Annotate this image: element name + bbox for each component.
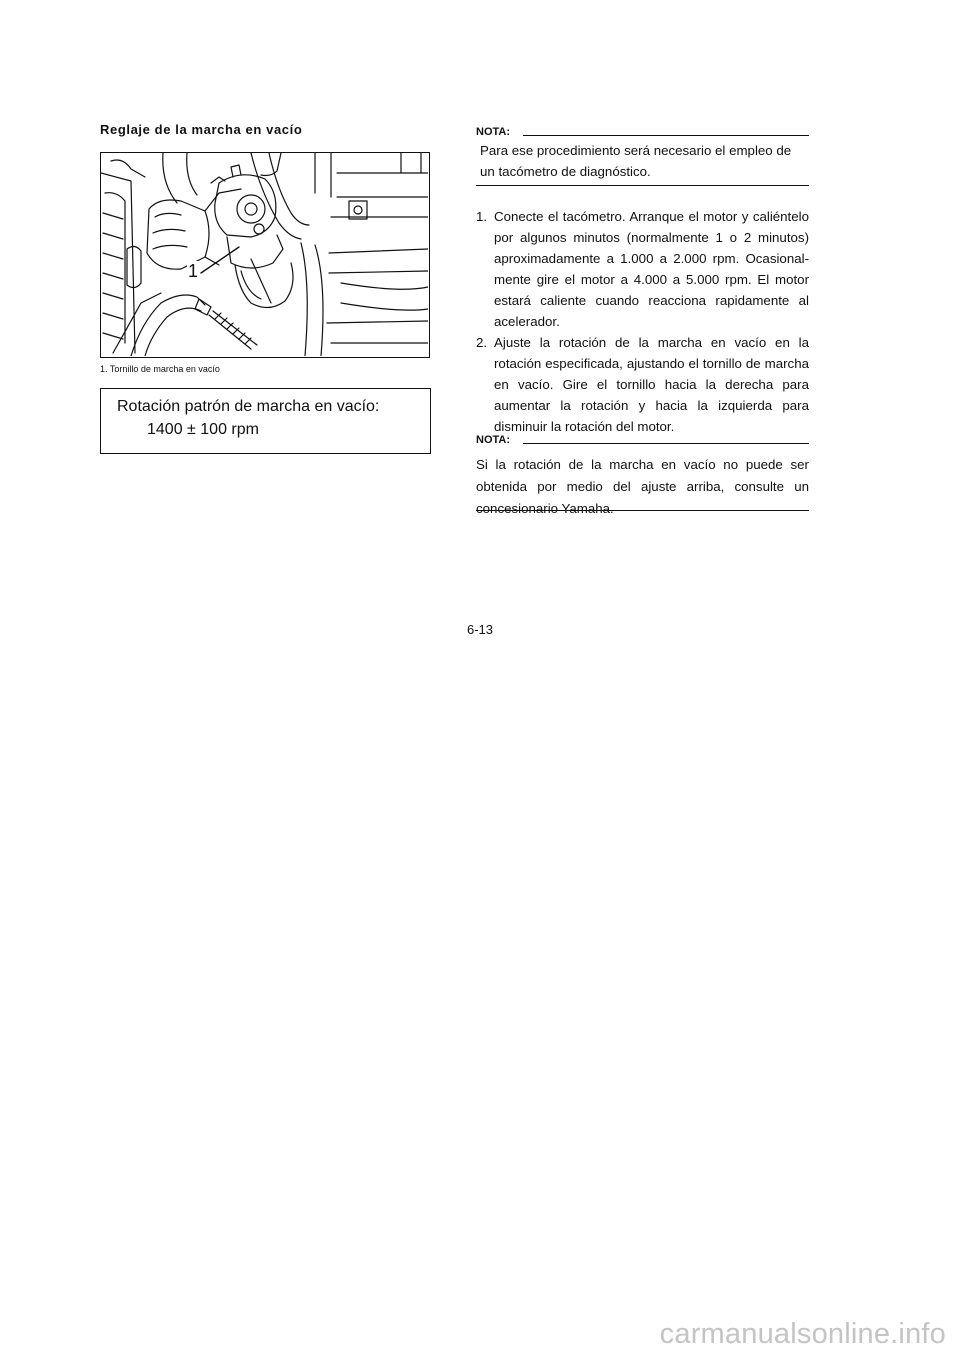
figure-caption: 1. Tornillo de marcha en vacío <box>100 364 220 374</box>
spec-value: 1400 ± 100 rpm <box>147 421 259 438</box>
step-2 <box>476 332 809 437</box>
spec-box <box>100 388 431 454</box>
note2-header <box>476 434 809 450</box>
page-number: 6-13 <box>466 622 494 637</box>
engine-illustration <box>100 152 430 358</box>
note1-text: Para ese procedimiento será necesario el empleo de un tacómetro de diagnóstico. <box>480 143 792 179</box>
throttle-body <box>211 165 293 308</box>
step-1 <box>476 206 809 332</box>
engine-fins <box>101 160 161 353</box>
section-title: Reglaje de la marcha en vacío <box>100 122 303 137</box>
note1-label: NOTA: <box>476 126 511 138</box>
step-2-number: 2. <box>476 335 488 350</box>
step-2-text: Ajuste la rotación de la marcha en vacío en la rotación especificada, ajustando el tornillo de marcha en vacío. Gire el tornillo hacia la derecha para aumentar la rotación y hacia la izquierda para disminuir la rotación del motor. <box>494 335 809 434</box>
frame <box>261 153 428 356</box>
intake-boot <box>147 189 241 269</box>
note1-top-rule <box>523 135 809 136</box>
note2-label: NOTA: <box>476 434 511 446</box>
spec-label: Rotación patrón de marcha en vacío: <box>117 398 380 415</box>
watermark: carmanualsonline.info <box>659 1318 946 1350</box>
note2-text: Si la rotación de la marcha en vacío no puede ser obtenida por medio del ajuste arriba, consulte un concesionario Yamaha. <box>476 457 809 516</box>
figure-callout-number: 1 <box>188 261 199 281</box>
note1-bottom-rule <box>476 185 809 186</box>
throttle-cable <box>131 295 257 356</box>
procedure-steps <box>476 206 809 437</box>
step-1-number: 1. <box>476 209 488 224</box>
note2-bottom-rule <box>476 510 809 511</box>
step-1-text: Conecte el tacómetro. Arranque el motor y caliéntelo por algunos minutos (normalmente 1 o 2 minutos) aproximadamente a 1.000 a 2.000 rpm. Ocasional-mente gire el motor a 4.000 a 5.000 rpm. El motor estará caliente cuando reacciona rapidamente al acelerador. <box>494 209 809 329</box>
note2-top-rule <box>523 443 809 444</box>
